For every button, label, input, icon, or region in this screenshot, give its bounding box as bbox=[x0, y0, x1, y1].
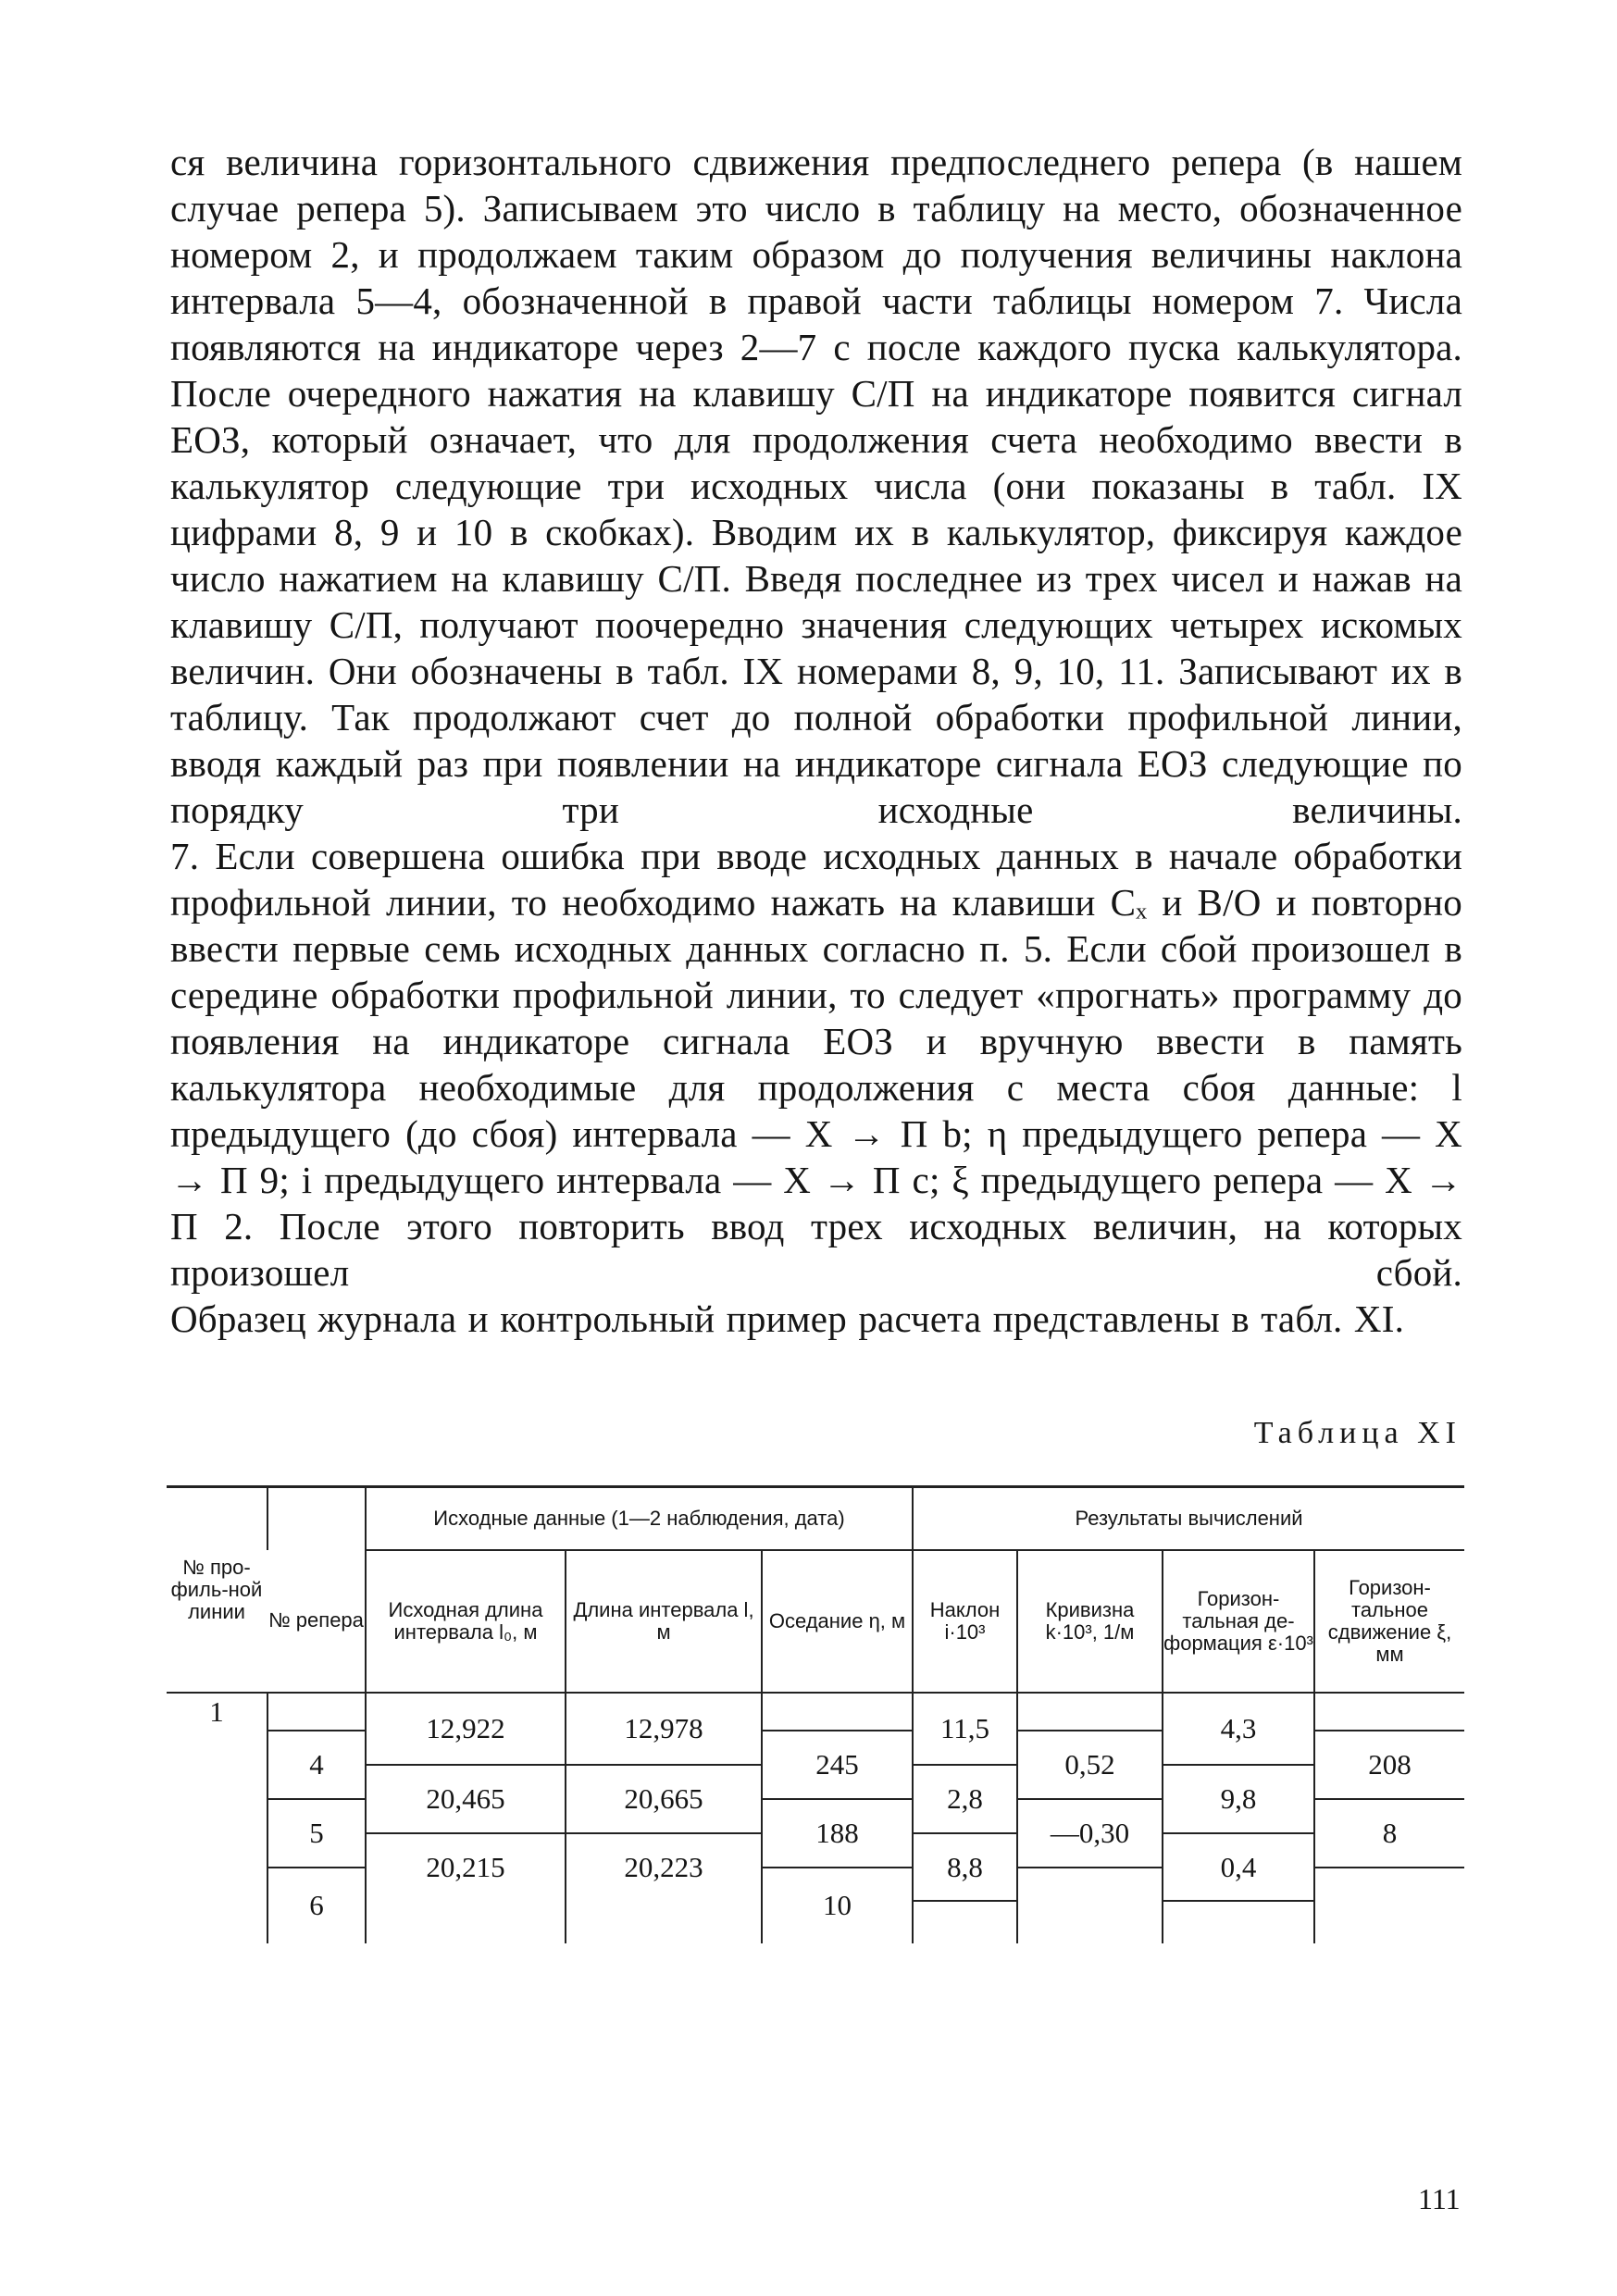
cell-eps-1: 4,3 bbox=[1163, 1693, 1314, 1765]
cell-l-3: 20,223 bbox=[566, 1833, 762, 1902]
cell-tilt-2: 2,8 bbox=[913, 1765, 1017, 1833]
table-caption: Таблица XI bbox=[1253, 1416, 1462, 1450]
header-subsidence: Оседание η, м bbox=[762, 1550, 913, 1693]
paragraph-item-7: 7. Если совершена ошибка при вводе исходных данных в начале обработки профильной линии, то необходимо нажать на клавиши Cₓ и В/О и повторно ввести первые семь исходных данных согласно п. 5. Если сбой произошел в середине обработки профильной линии, то следует «прогнать» программу до появления на индикаторе сигнала ЕОЗ и вручную ввести в память калькулятора необходимые для продолжения с места сбоя данные: l предыдущего (до сбоя) интервала — X → П b; η предыдущего репера — X → П 9; i предыдущего интервала — X → П c; ξ предыдущего репера — X → П 2. После этого повторить ввод трех исходных величин, на которых произошел сбой. bbox=[170, 835, 1462, 1294]
header-benchmark-no: № репера bbox=[268, 1608, 364, 1632]
header-blank bbox=[267, 1487, 366, 1550]
cell-k-6 bbox=[1017, 1868, 1163, 1943]
cell-empty bbox=[167, 1765, 267, 1799]
header-input-group: Исходные данные (1—2 наблюдения, дата) bbox=[366, 1487, 913, 1550]
cell-empty bbox=[267, 1693, 366, 1731]
cell-empty bbox=[167, 1799, 267, 1833]
cell-profile-number: 1 bbox=[167, 1693, 267, 1731]
cell-benchmark-6: 6 bbox=[267, 1868, 366, 1943]
cell-empty bbox=[1017, 1693, 1163, 1731]
cell-eps-2: 9,8 bbox=[1163, 1765, 1314, 1833]
cell-empty bbox=[762, 1693, 913, 1731]
cell-empty bbox=[366, 1901, 566, 1943]
cell-empty bbox=[1163, 1901, 1314, 1943]
cell-empty bbox=[913, 1901, 1017, 1943]
cell-eta-5: 188 bbox=[762, 1799, 913, 1868]
header-results-group: Результаты вычислений bbox=[913, 1487, 1464, 1550]
cell-empty bbox=[167, 1901, 267, 1943]
paragraph-table-reference: Образец журнала и контрольный пример расчета представлены в табл. XI. bbox=[170, 1297, 1405, 1340]
cell-xi-6 bbox=[1314, 1868, 1464, 1943]
cell-k-4: 0,52 bbox=[1017, 1731, 1163, 1799]
cell-empty bbox=[566, 1901, 762, 1943]
cell-l0-3: 20,215 bbox=[366, 1833, 566, 1902]
cell-l-2: 20,665 bbox=[566, 1765, 762, 1833]
header-profile-no: № про-филь-ной линии bbox=[170, 1555, 263, 1623]
cell-xi-4: 208 bbox=[1314, 1731, 1464, 1799]
cell-empty bbox=[167, 1833, 267, 1868]
header-initial-length: Исходная длина интервала l₀, м bbox=[366, 1550, 566, 1693]
cell-benchmark-5: 5 bbox=[267, 1799, 366, 1868]
header-tilt: Наклон i·10³ bbox=[913, 1550, 1017, 1693]
cell-benchmark-4: 4 bbox=[267, 1731, 366, 1799]
header-length: Длина интервала l, м bbox=[566, 1550, 762, 1693]
cell-empty bbox=[167, 1868, 267, 1902]
cell-k-5: —0,30 bbox=[1017, 1799, 1163, 1868]
cell-eps-3: 0,4 bbox=[1163, 1833, 1314, 1902]
header-horizontal-deformation: Горизон-тальная де-формация ε·10³ bbox=[1163, 1550, 1314, 1693]
header-horizontal-displacement: Горизон-тальное сдвижение ξ, мм bbox=[1314, 1550, 1464, 1693]
cell-empty bbox=[1314, 1693, 1464, 1731]
cell-l0-1: 12,922 bbox=[366, 1693, 566, 1765]
cell-eta-4: 245 bbox=[762, 1731, 913, 1799]
cell-l-1: 12,978 bbox=[566, 1693, 762, 1765]
cell-tilt-3: 8,8 bbox=[913, 1833, 1017, 1902]
cell-tilt-1: 11,5 bbox=[913, 1693, 1017, 1765]
cell-empty bbox=[167, 1731, 267, 1765]
cell-xi-5: 8 bbox=[1314, 1799, 1464, 1868]
results-table bbox=[167, 1485, 1464, 1943]
cell-l0-2: 20,465 bbox=[366, 1765, 566, 1833]
page-number: 111 bbox=[1418, 2182, 1461, 2215]
paragraph-continuation: ся величина горизонтального сдвижения предпоследнего репера (в нашем случае репера 5). Записываем это число в таблицу на место, обозначенное номером 2, и продолжаем таким образом до получения величины наклона интервала 5—4, обозначенной в правой части таблицы номером 7. Числа появляются на индикаторе через 2—7 с после каждого пуска калькулятора. После очередного нажатия на клавишу С/П на индикаторе появится сигнал ЕОЗ, который означает, что для продолжения счета необходимо ввести в калькулятор следующие три исходных числа (они показаны в табл. IX цифрами 8, 9 и 10 в скобках). Вводим их в калькулятор, фиксируя каждое число нажатием на клавишу С/П. Введя последнее из трех чисел и нажав на клавишу С/П, получают поочередно значения следующих четырех искомых величин. Они обозначены в табл. IX номерами 8, 9, 10, 11. Записывают их в таблицу. Так продолжают счет до полной обработки профильной линии, вводя каждый раз при появлении на индикаторе сигнала ЕОЗ следующие по порядку три исходные величины. bbox=[170, 141, 1462, 831]
cell-eta-6: 10 bbox=[762, 1868, 913, 1943]
header-curvature: Кривизна k·10³, 1/м bbox=[1017, 1550, 1163, 1693]
